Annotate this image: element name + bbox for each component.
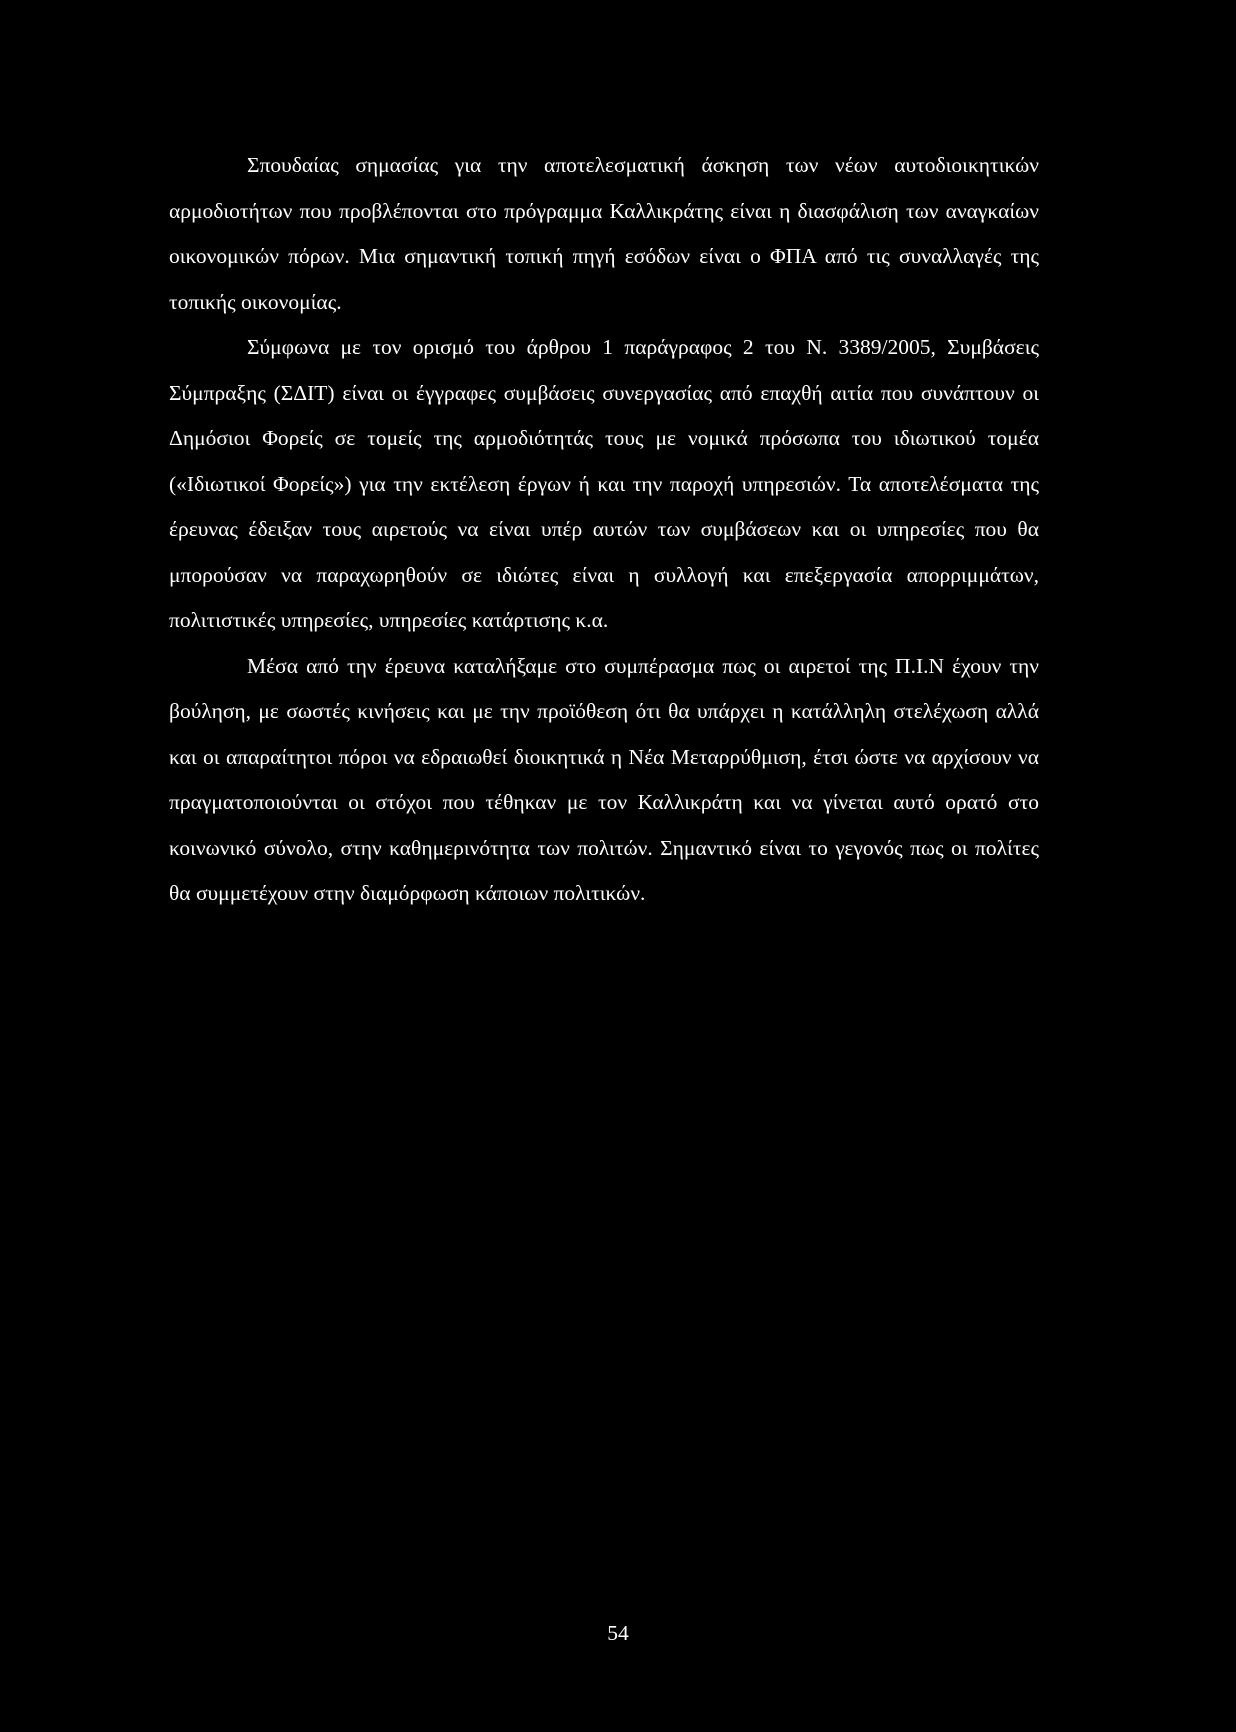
paragraph-conclusion: Μέσα από την έρευνα καταλήξαμε στο συμπέρασμα πως οι αιρετοί της Π.Ι.Ν έχουν την βούληση, με σωστές κινήσεις και με την προϊόθεση ότι θα υπάρχει η κατάλληλη στελέχωση αλλά και οι απαραίτητοι πόροι να εδραιωθεί διοικητικά η Νέα Μεταρρύθμιση, έτσι ώστε να αρχίσουν να πραγματοποιούνται οι στόχοι που τέθηκαν με τον Καλλικράτη και να γίνεται αυτό ορατό στο κοινωνικό σύνολο, στην καθημερινότητα των πολιτών. Σημαντικό είναι το γεγονός πως οι πολίτες θα συμμετέχουν στην διαμόρφωση κάποιων πολιτικών.	[169, 653, 1039, 905]
body-text	[169, 143, 1039, 917]
paragraph-funding: Σπουδαίας σημασίας για την αποτελεσματική άσκηση των νέων αυτοδιοικητικών αρμοδιοτήτων που προβλέπονται στο πρόγραμμα Καλλικράτης είναι η διασφάλιση των αναγκαίων οικονομικών πόρων. Μια σημαντική τοπική πηγή εσόδων είναι ο ΦΠΑ από τις συναλλαγές της τοπικής οικονομίας.	[169, 153, 1039, 314]
paragraph-ppp-contracts: Σύμφωνα με τον ορισμό του άρθρου 1 παράγραφος 2 του Ν. 3389/2005, Συμβάσεις Σύμπραξης (ΣΔΙΤ) είναι οι έγγραφες συμβάσεις συνεργασίας από επαχθή αιτία που συνάπτουν οι Δημόσιοι Φορείς σε τομείς της αρμοδιότητάς τους με νομικά πρόσωπα του ιδιωτικού τομέα («Ιδιωτικοί Φορείς») για την εκτέλεση έργων ή και την παροχή υπηρεσιών. Τα αποτελέσματα της έρευνας έδειξαν τους αιρετούς να είναι υπέρ αυτών των συμβάσεων και οι υπηρεσίες που θα μπορούσαν να παραχωρηθούν σε ιδιώτες είναι η συλλογή και επεξεργασία απορριμμάτων, πολιτιστικές υπηρεσίες, υπηρεσίες κατάρτισης κ.α.	[169, 335, 1039, 632]
page-number: 54	[607, 1621, 629, 1645]
